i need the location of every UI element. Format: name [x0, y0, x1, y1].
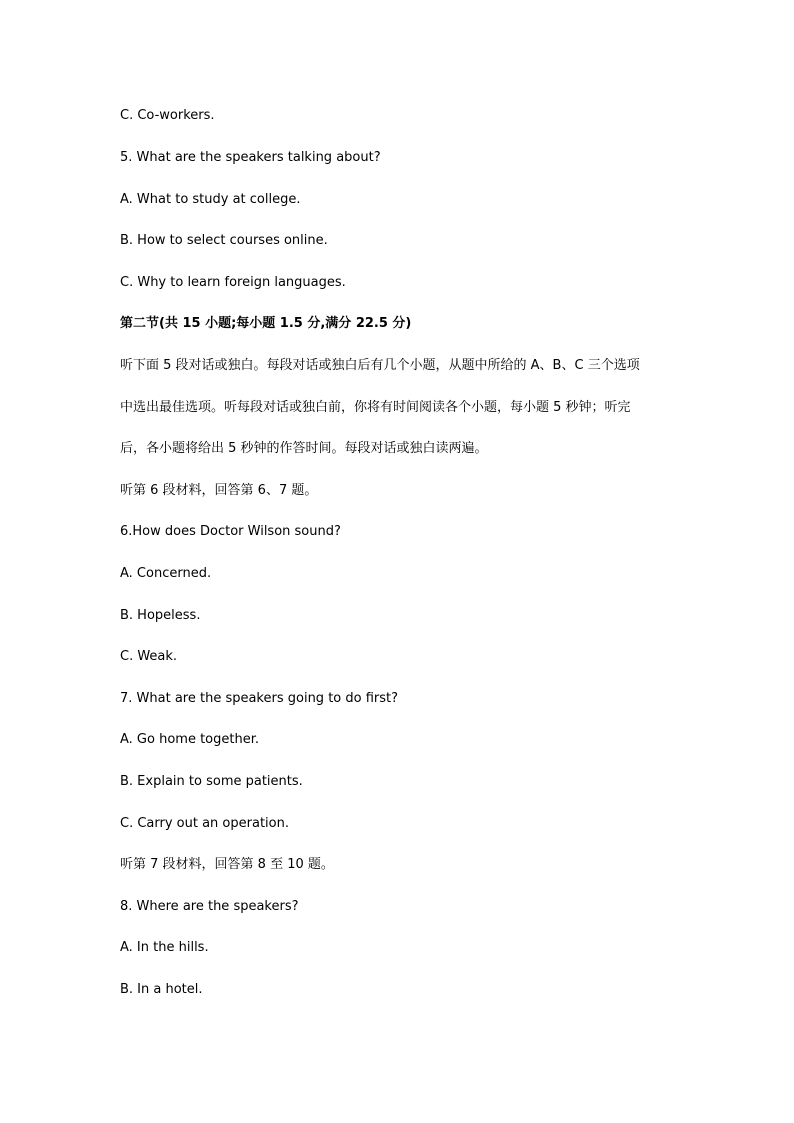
- material-7-heading: 听第 7 段材料，回答第 8 至 10 题。: [120, 857, 334, 872]
- question-5: 5. What are the speakers talking about?: [120, 150, 381, 165]
- question-6: 6.How does Doctor Wilson sound?: [120, 524, 341, 539]
- option-4c: C. Co-workers.: [120, 108, 215, 123]
- option-5c: C. Why to learn foreign languages.: [120, 275, 346, 290]
- option-6c: C. Weak.: [120, 649, 178, 664]
- question-7: 7. What are the speakers going to do first?: [120, 691, 399, 706]
- option-7a: A. Go home together.: [120, 732, 259, 747]
- instructions-line-1: 听下面 5 段对话或独白。每段对话或独白后有几个小题，从题中所给的 A、B、C 三个选项: [120, 358, 640, 373]
- option-7b: B. Explain to some patients.: [120, 774, 303, 789]
- instructions-line-2: 中选出最佳选项。听每段对话或独白前，你将有时间阅读各个小题，每小题 5 秒钟；听完: [120, 400, 631, 415]
- option-6b: B. Hopeless.: [120, 608, 201, 623]
- option-8a: A. In the hills.: [120, 940, 209, 955]
- option-6a: A. Concerned.: [120, 566, 212, 581]
- option-5b: B. How to select courses online.: [120, 233, 328, 248]
- material-6-heading: 听第 6 段材料，回答第 6、7 题。: [120, 483, 318, 498]
- question-8: 8. Where are the speakers?: [120, 899, 299, 914]
- section-heading: 第二节(共 15 小题;每小题 1.5 分,满分 22.5 分): [120, 316, 412, 331]
- instructions-line-3: 后，各小题将给出 5 秒钟的作答时间。每段对话或独白读两遍。: [120, 441, 488, 456]
- option-7c: C. Carry out an operation.: [120, 816, 289, 831]
- option-5a: A. What to study at college.: [120, 192, 301, 207]
- option-8b: B. In a hotel.: [120, 982, 203, 997]
